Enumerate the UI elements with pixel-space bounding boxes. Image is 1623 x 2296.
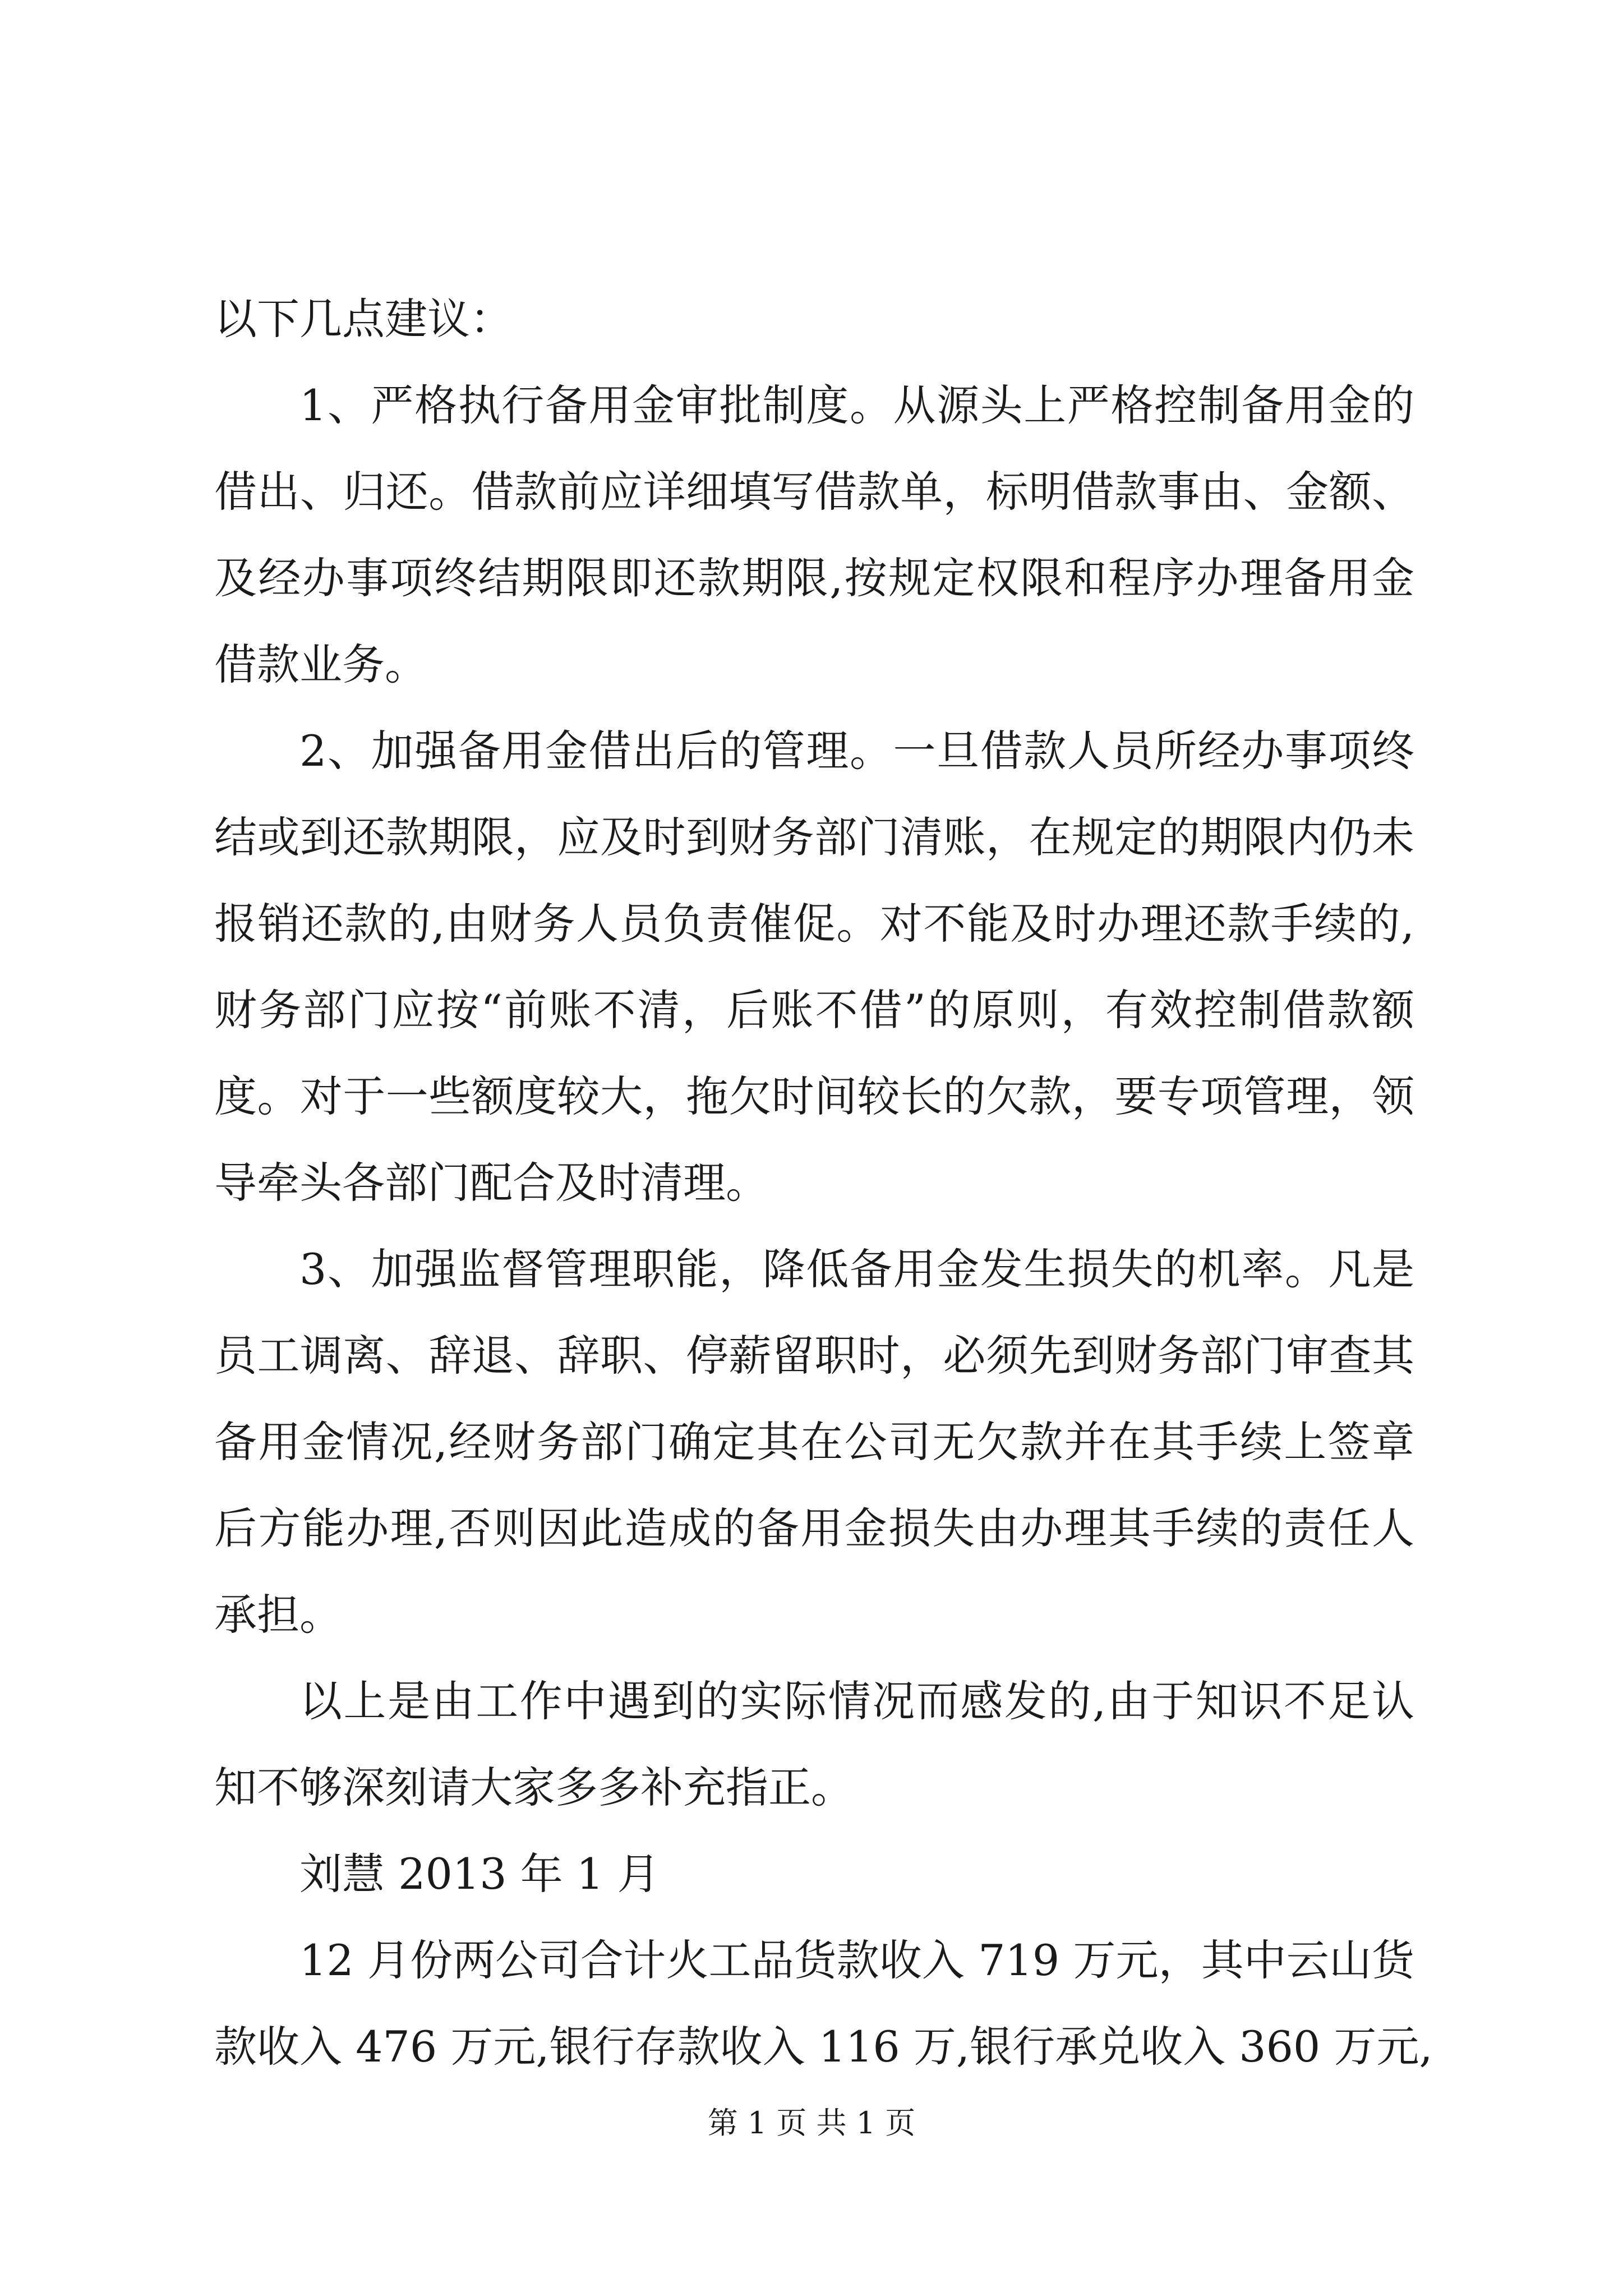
text-line: 12 月份两公司合计火工品货款收入 719 万元，其中云山货 [299, 1935, 1414, 1985]
document-body [214, 276, 1433, 2090]
text-line: 结或到还款期限，应及时到财务部门清账，在规定的期限内仍未 [214, 812, 1414, 862]
text-line: 3、加强监督管理职能，降低备用金发生损失的机率。凡是 [299, 1244, 1414, 1294]
text-line: 知不够深刻请大家多多补充指正。 [214, 1763, 854, 1812]
text-line: 报销还款的,由财务人员负责催促。对不能及时办理还款手续的, [214, 899, 1414, 949]
text-line: 度。对于一些额度较大，拖欠时间较长的欠款，要专项管理，领 [214, 1071, 1414, 1121]
text-line: 后方能办理,否则因此造成的备用金损失由办理其手续的责任人 [214, 1503, 1414, 1553]
text-line: 借款业务。 [214, 639, 427, 689]
text-line: 以上是由工作中遇到的实际情况而感发的,由于知识不足认 [299, 1676, 1414, 1726]
text-line: 款收入 476 万元,银行存款收入 116 万,银行承兑收入 360 万元, [214, 2022, 1433, 2072]
signature-line: 刘慧 2013 年 1 月 [299, 1849, 660, 1899]
text-line: 借出、归还。借款前应详细填写借款单，标明借款事由、金额、 [214, 467, 1414, 517]
text-line: 及经办事项终结期限即还款期限,按规定权限和程序办理备用金 [214, 553, 1414, 603]
page-footer: 第 1 页 共 1 页 [707, 2105, 916, 2141]
text-line: 1、严格执行备用金审批制度。从源头上严格控制备用金的 [299, 380, 1414, 430]
text-line: 承担。 [214, 1590, 342, 1640]
text-line: 导牵头各部门配合及时清理。 [214, 1158, 768, 1208]
text-line: 员工调离、辞退、辞职、停薪留职时，必须先到财务部门审查其 [214, 1331, 1414, 1381]
text-line: 2、加强备用金借出后的管理。一旦借款人员所经办事项终 [299, 726, 1414, 776]
text-line: 以下几点建议： [214, 294, 513, 344]
text-line: 备用金情况,经财务部门确定其在公司无欠款并在其手续上签章 [214, 1417, 1414, 1467]
text-line: 财务部门应按“前账不清，后账不借”的原则，有效控制借款额 [214, 985, 1414, 1035]
